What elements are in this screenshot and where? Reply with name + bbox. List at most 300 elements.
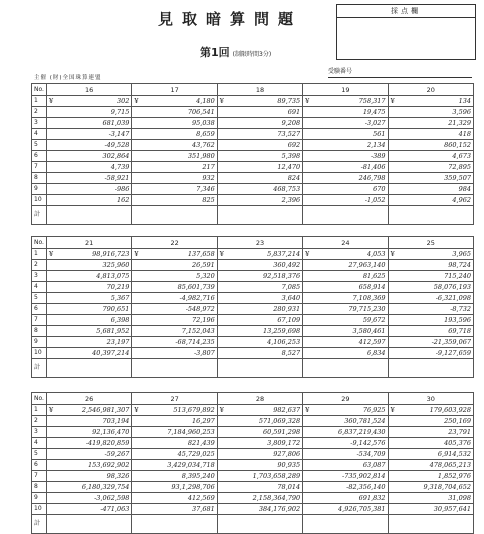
- cell-value: -3,062,598: [94, 494, 130, 502]
- number-cell: [388, 162, 473, 173]
- cell-value: -986: [114, 185, 130, 193]
- row-number: 10: [32, 195, 47, 206]
- table-row: [32, 184, 474, 195]
- total-row: [32, 206, 474, 225]
- table-row: [32, 504, 474, 515]
- cell-value: 3,809,172: [267, 439, 301, 447]
- table-row: [32, 282, 474, 293]
- table-row: [32, 482, 474, 493]
- table-row: [32, 140, 474, 151]
- number-cell: [303, 293, 388, 304]
- number-cell: [132, 471, 217, 482]
- cell-value: 5,320: [196, 272, 215, 280]
- number-cell: [217, 293, 302, 304]
- cell-value: 3,965: [452, 250, 471, 258]
- number-cell: [388, 482, 473, 493]
- number-cell: [217, 438, 302, 449]
- cell-value: 715,240: [444, 272, 471, 280]
- no-header: No.: [32, 237, 47, 249]
- cell-value: 90,935: [277, 461, 301, 469]
- cell-value: 7,184,960,253: [167, 428, 215, 436]
- yen-mark: ¥: [49, 97, 54, 105]
- number-cell: [217, 173, 302, 184]
- cell-value: 7,152,043: [181, 327, 215, 335]
- number-cell: [47, 293, 132, 304]
- cell-value: 8,527: [281, 349, 301, 357]
- row-number: 5: [32, 140, 47, 151]
- cell-value: 9,318,704,652: [423, 483, 471, 491]
- number-cell: [303, 173, 388, 184]
- number-cell: [132, 482, 217, 493]
- yen-mark: ¥: [219, 250, 224, 258]
- number-cell: [132, 348, 217, 359]
- cell-value: 89,735: [277, 97, 301, 105]
- number-cell: [217, 471, 302, 482]
- number-cell: [132, 315, 217, 326]
- yen-mark: ¥: [49, 250, 54, 258]
- number-cell: [217, 449, 302, 460]
- cell-value: -59,267: [104, 450, 130, 458]
- round-title: [200, 44, 271, 60]
- cell-value: 5,398: [281, 152, 301, 160]
- number-cell: [132, 504, 217, 515]
- problem-number-header: 25: [388, 237, 473, 249]
- number-cell: [388, 129, 473, 140]
- cell-value: 67,109: [277, 316, 301, 324]
- number-cell: [47, 471, 132, 482]
- cell-value: -3,807: [193, 349, 215, 357]
- time-limit-note: (制限時間3分): [232, 51, 272, 58]
- number-cell: [217, 107, 302, 118]
- number-cell: [132, 173, 217, 184]
- table-row: [32, 271, 474, 282]
- score-box: [336, 4, 476, 60]
- number-cell: [132, 249, 217, 260]
- row-number: 1: [32, 249, 47, 260]
- number-cell: [388, 249, 473, 260]
- score-label: 採点欄: [337, 5, 475, 18]
- number-cell: [388, 107, 473, 118]
- number-cell: [388, 449, 473, 460]
- number-cell: [388, 438, 473, 449]
- cell-value: 134: [458, 97, 471, 105]
- cell-value: 19,475: [362, 108, 386, 116]
- answer-cell[interactable]: [303, 515, 388, 534]
- cell-value: 670: [373, 185, 386, 193]
- cell-value: 31,098: [448, 494, 471, 502]
- row-number: 2: [32, 416, 47, 427]
- number-cell: [388, 304, 473, 315]
- yen-mark: ¥: [49, 406, 54, 414]
- problem-number-header: 18: [217, 84, 302, 96]
- yen-mark: ¥: [134, 406, 139, 414]
- cell-value: 360,492: [273, 261, 301, 269]
- number-cell: [217, 416, 302, 427]
- table-row: [32, 151, 474, 162]
- yen-mark: ¥: [219, 97, 224, 105]
- number-cell: [303, 405, 388, 416]
- table-row: [32, 449, 474, 460]
- answer-cell[interactable]: [132, 515, 217, 534]
- cell-value: 23,791: [448, 428, 471, 436]
- table-row: [32, 304, 474, 315]
- number-cell: [47, 260, 132, 271]
- number-cell: [47, 118, 132, 129]
- problem-number-header: 19: [303, 84, 388, 96]
- table-row: [32, 173, 474, 184]
- table-row: [32, 493, 474, 504]
- cell-value: -21,359,067: [431, 338, 471, 346]
- cell-value: -4,982,716: [179, 294, 215, 302]
- cell-value: -1,052: [364, 196, 386, 204]
- number-cell: [388, 282, 473, 293]
- cell-value: 92,136,470: [92, 428, 130, 436]
- table-row: [32, 129, 474, 140]
- yen-mark: ¥: [134, 250, 139, 258]
- number-cell: [388, 337, 473, 348]
- problem-number-header: 22: [132, 237, 217, 249]
- cell-value: 758,317: [358, 97, 386, 105]
- cell-value: 92,518,376: [262, 272, 301, 280]
- number-cell: [217, 504, 302, 515]
- cell-value: -419,820,859: [85, 439, 130, 447]
- number-cell: [47, 107, 132, 118]
- row-number: 1: [32, 96, 47, 107]
- yen-mark: ¥: [305, 250, 310, 258]
- number-cell: [303, 460, 388, 471]
- cell-value: -6,321,098: [435, 294, 471, 302]
- cell-value: 6,837,219,430: [338, 428, 386, 436]
- number-cell: [217, 493, 302, 504]
- number-cell: [388, 151, 473, 162]
- cell-value: 982,637: [273, 406, 301, 414]
- number-cell: [132, 184, 217, 195]
- number-cell: [217, 151, 302, 162]
- cell-value: 98,916,723: [92, 250, 130, 258]
- cell-value: 3,580,461: [352, 327, 386, 335]
- cell-value: -389: [370, 152, 386, 160]
- answer-cell[interactable]: [132, 359, 217, 378]
- number-cell: [303, 416, 388, 427]
- cell-value: 860,152: [444, 141, 471, 149]
- cell-value: 1,852,976: [437, 472, 471, 480]
- number-cell: [303, 162, 388, 173]
- cell-value: 561: [373, 130, 386, 138]
- cell-value: 30,957,641: [433, 505, 471, 513]
- cell-value: -534,709: [356, 450, 386, 458]
- cell-value: 4,962: [452, 196, 471, 204]
- table-row: [32, 416, 474, 427]
- number-cell: [47, 337, 132, 348]
- cell-value: 4,106,253: [267, 338, 301, 346]
- problem-number-header: 24: [303, 237, 388, 249]
- cell-value: 658,914: [358, 283, 386, 291]
- total-label: 計: [32, 515, 47, 534]
- answer-cell[interactable]: [217, 206, 302, 225]
- row-number: 5: [32, 293, 47, 304]
- number-cell: [132, 162, 217, 173]
- answer-cell[interactable]: [217, 515, 302, 534]
- cell-value: 302: [116, 97, 130, 105]
- cell-value: 95,038: [192, 119, 215, 127]
- cell-value: 23,197: [106, 338, 130, 346]
- cell-value: 824: [287, 174, 301, 182]
- number-cell: [303, 315, 388, 326]
- number-cell: [132, 118, 217, 129]
- total-row: [32, 359, 474, 378]
- number-cell: [388, 96, 473, 107]
- number-cell: [132, 271, 217, 282]
- cell-value: 325,960: [102, 261, 130, 269]
- number-cell: [132, 438, 217, 449]
- cell-value: -9,127,659: [435, 349, 471, 357]
- row-number: 5: [32, 449, 47, 460]
- number-cell: [47, 282, 132, 293]
- number-cell: [132, 293, 217, 304]
- number-cell: [217, 282, 302, 293]
- number-cell: [388, 405, 473, 416]
- number-cell: [303, 260, 388, 271]
- answer-cell[interactable]: [388, 359, 473, 378]
- exam-number-label: 受験番号: [328, 68, 353, 75]
- number-cell: [303, 129, 388, 140]
- cell-value: 2,396: [281, 196, 301, 204]
- row-number: 3: [32, 118, 47, 129]
- number-cell: [217, 427, 302, 438]
- cell-value: -3,147: [108, 130, 130, 138]
- number-cell: [47, 482, 132, 493]
- row-number: 8: [32, 482, 47, 493]
- cell-value: 8,659: [196, 130, 215, 138]
- cell-value: 691: [287, 108, 301, 116]
- number-cell: [132, 151, 217, 162]
- number-cell: [303, 304, 388, 315]
- row-number: 3: [32, 271, 47, 282]
- cell-value: -8,732: [450, 305, 471, 313]
- number-cell: [47, 405, 132, 416]
- number-cell: [217, 195, 302, 206]
- number-cell: [388, 348, 473, 359]
- number-cell: [47, 271, 132, 282]
- number-cell: [132, 195, 217, 206]
- number-cell: [217, 348, 302, 359]
- table-row: [32, 293, 474, 304]
- table-row: [32, 107, 474, 118]
- number-cell: [217, 271, 302, 282]
- yen-mark: ¥: [390, 250, 395, 258]
- cell-value: 7,085: [281, 283, 301, 291]
- number-cell: [303, 449, 388, 460]
- number-cell: [388, 173, 473, 184]
- number-cell: [303, 271, 388, 282]
- table-row: [32, 348, 474, 359]
- row-number: 2: [32, 107, 47, 118]
- cell-value: 153,692,902: [88, 461, 130, 469]
- cell-value: 4,673: [452, 152, 471, 160]
- number-cell: [217, 326, 302, 337]
- number-cell: [303, 151, 388, 162]
- cell-value: 359,507: [444, 174, 471, 182]
- number-cell: [303, 471, 388, 482]
- cell-value: 73,527: [277, 130, 301, 138]
- cell-value: 63,087: [362, 461, 386, 469]
- number-cell: [47, 249, 132, 260]
- answer-cell[interactable]: [132, 206, 217, 225]
- answer-cell[interactable]: [47, 206, 132, 225]
- cell-value: 821,439: [187, 439, 215, 447]
- number-cell: [388, 504, 473, 515]
- cell-value: 37,681: [192, 505, 215, 513]
- problem-number-header: 26: [47, 393, 132, 405]
- cell-value: 26,591: [192, 261, 215, 269]
- cell-value: -82,356,140: [346, 483, 386, 491]
- cell-value: 98,724: [448, 261, 471, 269]
- number-cell: [217, 140, 302, 151]
- table-row: [32, 249, 474, 260]
- number-cell: [388, 184, 473, 195]
- cell-value: 72,196: [192, 316, 215, 324]
- cell-value: -548,972: [185, 305, 215, 313]
- problem-number-header: 27: [132, 393, 217, 405]
- answer-cell[interactable]: [217, 359, 302, 378]
- cell-value: 246,798: [358, 174, 386, 182]
- row-number: 4: [32, 129, 47, 140]
- row-number: 3: [32, 427, 47, 438]
- total-label: 計: [32, 359, 47, 378]
- cell-value: 98,326: [106, 472, 130, 480]
- cell-value: 4,739: [110, 163, 130, 171]
- cell-value: 5,367: [110, 294, 130, 302]
- number-cell: [132, 129, 217, 140]
- row-number: 8: [32, 326, 47, 337]
- answer-cell[interactable]: [388, 206, 473, 225]
- problem-number-header: 21: [47, 237, 132, 249]
- cell-value: 468,753: [273, 185, 301, 193]
- number-cell: [303, 493, 388, 504]
- problem-number-header: 20: [388, 84, 473, 96]
- number-cell: [388, 293, 473, 304]
- answer-cell[interactable]: [47, 359, 132, 378]
- number-cell: [303, 427, 388, 438]
- cell-value: 681,039: [102, 119, 130, 127]
- answer-cell[interactable]: [388, 515, 473, 534]
- row-number: 7: [32, 471, 47, 482]
- cell-value: 76,925: [362, 406, 386, 414]
- cell-value: 5,681,952: [96, 327, 130, 335]
- number-cell: [217, 129, 302, 140]
- number-cell: [47, 416, 132, 427]
- cell-value: 7,108,369: [352, 294, 386, 302]
- number-cell: [132, 96, 217, 107]
- number-cell: [47, 96, 132, 107]
- row-number: 7: [32, 315, 47, 326]
- cell-value: 6,914,532: [437, 450, 471, 458]
- table-row: [32, 326, 474, 337]
- row-number: 10: [32, 348, 47, 359]
- answer-cell[interactable]: [47, 515, 132, 534]
- number-cell: [303, 438, 388, 449]
- cell-value: 3,596: [452, 108, 471, 116]
- number-cell: [217, 249, 302, 260]
- number-cell: [388, 271, 473, 282]
- cell-value: 5,837,214: [267, 250, 301, 258]
- number-cell: [47, 129, 132, 140]
- number-cell: [217, 337, 302, 348]
- number-cell: [47, 504, 132, 515]
- number-cell: [47, 427, 132, 438]
- row-number: 10: [32, 504, 47, 515]
- cell-value: 2,158,364,790: [252, 494, 301, 502]
- exam-number-field[interactable]: [328, 66, 472, 78]
- number-cell: [47, 151, 132, 162]
- cell-value: 932: [202, 174, 215, 182]
- number-cell: [303, 326, 388, 337]
- cell-value: 70,219: [106, 283, 130, 291]
- cell-value: 7,346: [196, 185, 215, 193]
- cell-value: 825: [202, 196, 215, 204]
- total-label: 計: [32, 206, 47, 225]
- cell-value: 280,931: [273, 305, 301, 313]
- number-cell: [303, 348, 388, 359]
- cell-value: 571,069,328: [258, 417, 301, 425]
- number-cell: [303, 282, 388, 293]
- number-cell: [303, 184, 388, 195]
- number-cell: [47, 162, 132, 173]
- number-cell: [47, 173, 132, 184]
- table-row: [32, 471, 474, 482]
- number-cell: [388, 460, 473, 471]
- number-cell: [388, 493, 473, 504]
- yen-mark: ¥: [305, 406, 310, 414]
- number-cell: [132, 493, 217, 504]
- number-cell: [388, 140, 473, 151]
- answer-cell[interactable]: [303, 206, 388, 225]
- number-cell: [217, 96, 302, 107]
- number-cell: [388, 260, 473, 271]
- number-cell: [217, 405, 302, 416]
- row-number: 4: [32, 438, 47, 449]
- number-cell: [217, 304, 302, 315]
- number-cell: [388, 315, 473, 326]
- problem-number-header: 17: [132, 84, 217, 96]
- number-cell: [132, 427, 217, 438]
- cell-value: 405,376: [444, 439, 471, 447]
- cell-value: 691,832: [358, 494, 386, 502]
- cell-value: 4,813,075: [96, 272, 130, 280]
- cell-value: 4,926,705,381: [338, 505, 386, 513]
- cell-value: 412,597: [358, 338, 386, 346]
- number-cell: [303, 337, 388, 348]
- cell-value: 4,053: [366, 250, 386, 258]
- problem-number-header: 16: [47, 84, 132, 96]
- problem-number-header: 29: [303, 393, 388, 405]
- row-number: 9: [32, 493, 47, 504]
- table-header-row: [32, 237, 474, 249]
- number-cell: [132, 337, 217, 348]
- cell-value: -68,714,235: [175, 338, 215, 346]
- yen-mark: ¥: [134, 97, 139, 105]
- cell-value: 58,076,193: [433, 283, 471, 291]
- number-cell: [303, 96, 388, 107]
- number-cell: [388, 326, 473, 337]
- cell-value: -58,921: [104, 174, 130, 182]
- number-cell: [303, 140, 388, 151]
- table-row: [32, 460, 474, 471]
- cell-value: -471,063: [100, 505, 130, 513]
- number-cell: [132, 460, 217, 471]
- answer-cell[interactable]: [303, 359, 388, 378]
- cell-value: 93,1,298,706: [171, 483, 215, 491]
